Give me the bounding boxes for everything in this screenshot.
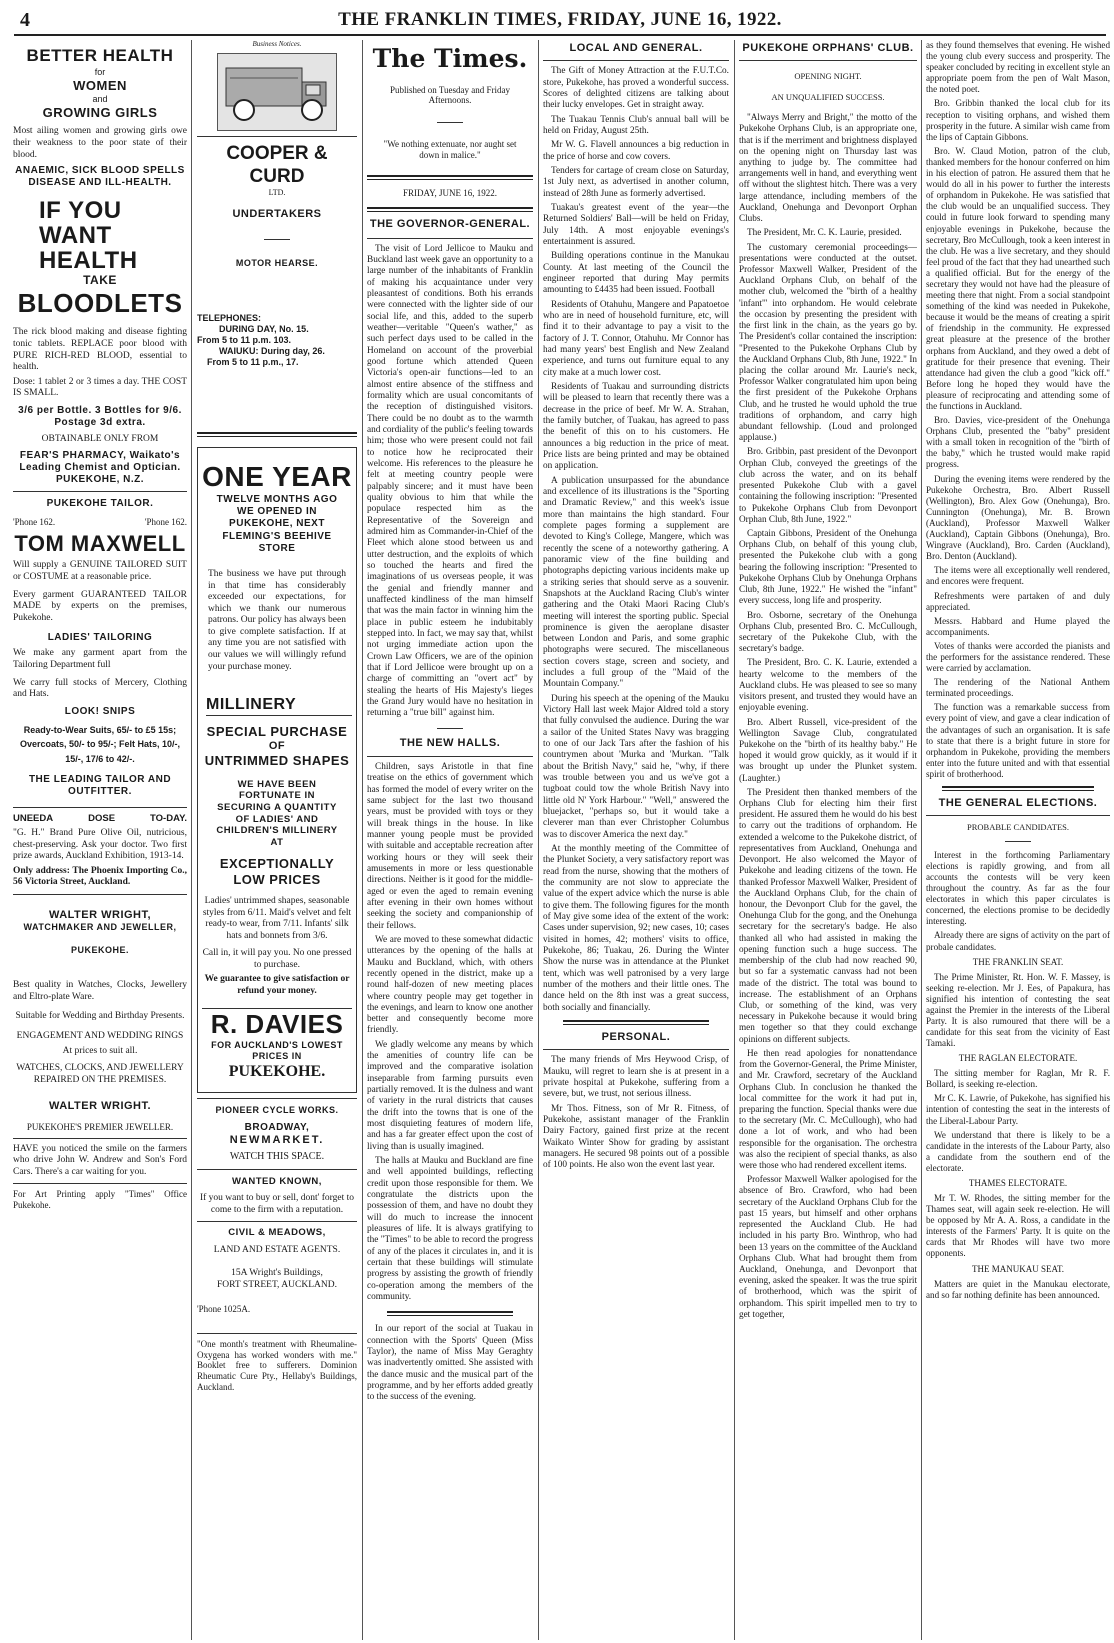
article-paragraph: Mr T. W. Rhodes, the sitting member for the Thames seat, will again seek re-election. He will be opposed by Mr A. A. Ross, a candidate in the interests of the Farmers' Party. It is quite on the cards that Mr Rhodes will have two more opponents. (926, 1193, 1110, 1259)
ad-text: From 5 to 11 p.m., 17. (207, 356, 299, 367)
ad-text: Every garment GUARANTEED TAILOR MADE by experts on the premises, Pukekohe. (13, 589, 187, 623)
ad-text: LTD. (268, 187, 286, 197)
dateline: FRIDAY, JUNE 16, 1922. (402, 188, 498, 199)
article-paragraph: Bro. Davies, vice-president of the Onehunga Orphans Club, presented the "baby" president with a small token in recognition of the "birth of the baby," which he trusted would make rapid progress. (926, 415, 1110, 470)
article-paragraph: Bro. Osborne, secretary of the Onehunga Orphans Club, presented Bro. C. McCullough, secretary of the Pukekohe Club, with the secretary's badge. (739, 609, 917, 654)
article-paragraph: Children, says Aristotle in that fine treatise on the ethics of government which has formed the model of every writer on the same subject for the last two thousand years, must be provided with toys or they will break things in the house. In like manner young people must be provided with suitable and acceptable recreation after working hours or they will seek their amusements in more or less questionable directions. Neither is it good for the middle-aged or even the aged to remain evening after evening in their own homes without seeking the society and companionship of their fellows. (367, 761, 533, 931)
article-paragraph: The items were all exceptionally well rendered, and encores were frequent. (926, 565, 1110, 587)
ad-text: FORT STREET, AUCKLAND. (217, 1279, 337, 1290)
divider (543, 1049, 729, 1050)
motor-hearse-image (217, 53, 337, 131)
ad-heading: WALTER WRIGHT. (48, 1100, 152, 1113)
ad-text: Ladies' untrimmed shapes, seasonable styles from 6/11. Maid's velvet and felt ready-to wear, from 7/11. Infants' silk hats and bonnets from 3/6. (202, 895, 352, 941)
ad-text: From 5 to 11 p.m. 103. (197, 334, 292, 345)
ad-text: Call in, it will pay you. No one pressed to purchase. (202, 948, 352, 970)
ad-heading: UNTRIMMED SHAPES (204, 752, 350, 768)
tom-maxwell-heading: TOM MAXWELL (14, 530, 186, 556)
divider (197, 136, 357, 137)
divider (13, 1138, 187, 1139)
ad-text: 'Phone 162. (13, 516, 56, 527)
article-paragraph: Votes of thanks were accorded the pianists and the performers for the assistance rendered. These were carried by acclamation. (926, 640, 1110, 674)
hearse-illustration-icon (218, 54, 336, 130)
news-paragraph: Mr W. G. Flavell announces a big reduction in the price of horse and cow covers. (543, 140, 729, 162)
subheading: THE RAGLAN ELECTORATE. (958, 1053, 1078, 1064)
subheading: THE MANUKAU SEAT. (971, 1263, 1065, 1274)
article-paragraph: The President, Bro. C. K. Laurie, extended a hearty welcome to the members of the Auckland clubs. He was pleased to see so many visitors present, and trusted they would have an enjoyable evening. (739, 657, 917, 713)
article-paragraph: The President, Mr. C. K. Laurie, presided. (747, 227, 902, 238)
divider (563, 1020, 709, 1025)
ad-text: WATCHES, CLOCKS, AND JEWELLERY REPAIRED ON THE PREMISES. (16, 1063, 184, 1085)
ad-text: WATCH THIS SPACE. (229, 1151, 325, 1163)
divider (739, 60, 917, 61)
divider (13, 894, 187, 895)
publication-schedule: Published on Tuesday and Friday Afternoons. (389, 84, 510, 106)
page-number: 4 (20, 9, 30, 31)
motto: "We nothing extenuate, nor aught set down in malice." (383, 139, 517, 161)
better-health-heading: BETTER HEALTH (26, 46, 174, 65)
article-paragraph: Bro. Gribbin, past president of the Devonport Orphan Club, conveyed the greetings of the club across the water, and on its behalf presented Pukekohe Club with a gavel containing the following inscription: "Presented to Pukekohe Orphans Club from Devonport Orphan Club, 8th June, 1922." (739, 446, 917, 524)
personal-heading: PERSONAL. (601, 1030, 671, 1043)
ad-text: FEAR'S PHARMACY, Waikato's Leading Chemist and Optician. (19, 449, 181, 474)
news-paragraph: Tenders for cartage of cream close on Saturday, 1st July next, as advertised in another column, instead of 28th June as formerly advertised. (543, 166, 729, 199)
divider (367, 207, 533, 212)
ad-text: At prices to suit all. (62, 1045, 138, 1056)
ad-text: For Art Printing apply "Times" Office Pukekohe. (13, 1189, 187, 1211)
ad-text: for (94, 66, 106, 77)
ad-text: TELEPHONES: (197, 313, 262, 323)
ad-heading: SPECIAL PURCHASE (206, 723, 348, 739)
column-divider (734, 40, 735, 1640)
article-paragraph: Mr C. K. Lawrie, of Pukekohe, has signified his intention of contesting the seat in the interests of the Liberal-Labour Party. (926, 1093, 1110, 1126)
article-paragraph: Captain Gibbons, President of the Onehunga Orphans Club, on behalf of this young club, presented the Pukekohe club with a gong bearing the following inscription: "Presented to Pukekohe Orphans Club by Onehunga Orphans Club, 8th June, 1922." He wished the "infant" every success, long life and prosperity. (739, 528, 917, 606)
news-paragraph: A publication unsurpassed for the abundance and excellence of its illustrations is the "Sporting and Dramatic Review," and this week's issue more than maintains the high standard. Four complete pages forming a supplement are devoted to King's College, Mangere, which was recently the scene of a noteworthy gathering. A panoramic view of the fine building and photographs depicting various incidents make up a striking series that should serve as a souvenir. Snapshots at the Auckland Racing Club's winter gathering and the Otaki Maori Racing Club's meeting will interest the sporting public. Special prominence is given the aeroplane disaster between London and Paris, and some graphic photographs were secured. The miscellaneous section covers stage, screen and society, and includes a full group of the "Maid of the Mountain Company." (543, 475, 729, 690)
divider (13, 491, 187, 492)
ad-text: The rick blood making and disease fighting tonic tablets. REPLACE poor blood with PURE RICH-RED BLOOD, essential to health. (13, 327, 187, 373)
divider (13, 807, 187, 808)
article-paragraph: The customary ceremonial proceedings—presentations were conducted at the outset. Professor Maxwell Walker, President of the Auckland Orphans Club, on behalf of the mother club, welcomed the "birth of a healthy 'infant'" into orphandom. He would celebrate the occasion by presenting the president with the first link in the chain, as the years go by. The President's collar contained the inscription: "Presented to the Pukekohe Orphans Club by the Auckland Orphans Club, 8th June, 1922." In placing the collar around Mr. Laurie's neck, Professor Walker congratulated him upon being the first president of the Pukekohe Orphans Club, and he trusted he would uphold the true traditions of orphandom, and carry high abundant fellowship. (Loud and prolonged applause.) (739, 241, 917, 443)
cooper-curd-heading: COOPER & CURD (226, 142, 328, 187)
divider (367, 238, 533, 239)
divider (543, 60, 729, 61)
ad-text: PUKEKOHE'S PREMIER JEWELLER. (26, 1121, 174, 1132)
article-paragraph: In our report of the social at Tuakau in connection with the Sports' Queen (Miss Taylor), the name of Miss May Geraghty was inadvertently omitted. She assisted with the dance music and the musical part of the programme, and by her efforts added greatly to the success of the evening. (367, 1324, 533, 1403)
divider (437, 122, 463, 123)
news-paragraph: At the monthly meeting of the Committee of the Plunket Society, a very satisfactory report was read from the nurse, showing that the mothers of the community are not slow to appreciate the value of the expert advice which the nurse is able to give them. The following figures for the month of May give some idea of the extent of the work: Cases under supervision, 92; new cases, 10; cases visited in homes, 42; mothers' visits to office, Pukekohe, 86; Tuakau, 26. During the Winter Show the nurse was in attendance at the Plunket tent, which was well patronised by a very large number of the mothers and their little ones. The dance held on the 8th inst was a great success, both socially and financially. (543, 844, 729, 1013)
article-paragraph: Messrs. Habbard and Hume played the accompaniments. (926, 615, 1110, 637)
ad-text: Suitable for Wedding and Birthday Presents. (15, 1011, 185, 1022)
ad-heading: MILLINERY (206, 695, 352, 716)
ad-heading: CIVIL & MEADOWS, (228, 1227, 326, 1239)
orphans-club-heading: PUKEKOHE ORPHANS' CLUB. (742, 42, 914, 54)
ad-heading: THE LEADING TAILOR AND OUTFITTER. (28, 774, 172, 798)
ad-heading: LADIES' TAILORING (47, 632, 153, 644)
ad-text: WOMEN (73, 77, 127, 93)
news-paragraph: The Gift of Money Attraction at the F.U.T.Co. store, Pukekohe, has proved a wonderful success. Scores of delighted citizens are talking about their lucky envelopes. Get in straight away. (543, 66, 729, 111)
ad-text: BROADWAY, (244, 1121, 310, 1133)
ad-text: WATCHMAKER AND JEWELLER, (23, 922, 177, 933)
ad-text: We carry full stocks of Mercery, Clothing and Hats. (13, 677, 187, 700)
article-paragraph: Bro. Albert Russell, vice-president of the Wellington Savage Club, congratulated Pukekohe on the "birth of its healthy baby." He hoped it would grow quickly, as it would if it was brought up under the Plunket system. (Laughter.) (739, 716, 917, 783)
ad-heading: MOTOR HEARSE. (235, 258, 319, 269)
subheading: OPENING NIGHT. (794, 71, 862, 82)
ad-price: Ready-to-Wear Suits, 65/- to £5 15s; Overcoats, 50/- to 95/-; Felt Hats, 10/-, 15/-, 17/6 to 42/-. (19, 724, 181, 764)
ad-price: 3/6 per Bottle. 3 Bottles for 9/6. Postage 3d extra. (18, 404, 182, 429)
advert-column-1 (10, 40, 190, 1640)
article-paragraph: The President then thanked members of the Orphans Club for electing him their first president. He assured them he would do his best to carry out the traditions of orphandom. He extended a welcome to the Pukekohe district, of representatives from Auckland, Onehunga and Devonport. He also welcomed the Mayor of Pukekohe and leading citizens of the town. He thanked Professor Maxwell Walker, President of the Auckland Orphans Club, for the chain of honour, the Devonport Club for the gavel, the Onehunga Club for the gong, and the Onehunga secretary for the secretary's badge. He also thanked all who had assisted in making the opening function such a huge success. The membership of the club had now reached 90, but so far a systematic canvass had not been made of the district. The total was bound to increase. The establishment of an Orphans Club, or something of the kind, was very necessary in Pukekohe because it would bring men together so that they could exchange opinions on different subjects. (739, 786, 917, 1044)
section-label: Business Notices. (252, 40, 302, 48)
davies-advert (197, 447, 357, 1093)
ad-text: If you want to buy or sell, dont' forget to come to the firm with a reputation. (199, 1193, 355, 1215)
article-paragraph: The sitting member for Raglan, Mr R. F. Bollard, is seeking re-election. (926, 1068, 1110, 1090)
article-paragraph: Professor Maxwell Walker apologised for the absence of Bro. Crawford, who had been secretary of the Auckland Orphans Club for the past 15 years, but himself and other orphans represented the Auckland Club. He had included in his party Bro. Winthrop, who had been 13 years on the committee of the Auckland Orphans Club. What had brought them from Auckland, Onehunga, and Devonport that evening, asked the speaker. It was the true spirit of brotherhood, which was the spirit of orphandom. This spirit impelled men to try to get together, (739, 1174, 917, 1319)
column-divider (191, 40, 192, 1640)
article-paragraph: as they found themselves that evening. He wished the young club every success and prosperity. The speaker concluded by reciting in excellent style an appropriate poem from the pen of Walt Mason, the noted poet. (926, 40, 1110, 95)
ad-text: 'Phone 1025A. (197, 1303, 251, 1314)
news-paragraph: Residents of Tuakau and surrounding districts will be pleased to learn that recently there was a decrease in the price of beef. Mr W. A. Strahan, the family butcher, of Tuakau, has agreed to pass the benefit of this on to his customers. He announces a big reduction in the price of meat. Price lists are being printed and may be obtained on application. (543, 381, 729, 472)
divider (197, 1098, 357, 1099)
divider (13, 1183, 187, 1184)
column-divider (538, 40, 539, 1640)
ad-text: PUKEKOHE, N.Z. (55, 474, 145, 486)
article-paragraph: We understand that there is likely to be a candidate in the interests of the Labour Party, also a candidate from the southern end of the electorate. (926, 1129, 1110, 1173)
ad-text: We guarantee to give satisfaction or refund your money. (204, 974, 350, 997)
divider (387, 1311, 513, 1316)
news-paragraph: Building operations continue in the Manukau County. At last meeting of the Council the engineer reported that during May permits amounting to £4435 had been issued. Football (543, 251, 729, 296)
ad-text: WE HAVE BEEN FORTUNATE IN SECURING A QUANTITY OF LADIES' AND CHILDREN'S MILLINERY AT (216, 778, 338, 848)
ad-text: "One month's treatment with Rheumaline-Oxygena has worked wonders with me." Booklet free to sufferers. Dominion Rheumatic Cure Pty., Hellaby's Buildings, Auckland. (197, 1338, 357, 1393)
ad-text: TWELVE MONTHS AGO WE OPENED IN PUKEKOHE, NEXT FLEMING'S BEEHIVE STORE (216, 494, 338, 554)
article-paragraph: The Prime Minister, Rt. Hon. W. F. Massey, is seeking re-election. Mr J. Ees, of Papakura, has signified his intention of contesting the seat against the Premier in the interests of the Liberal Party. It is also rumoured that there will be a candidate for this seat from the vicinity of East Tamaki. (926, 971, 1110, 1049)
ad-text: UNEEDA (13, 812, 54, 824)
article-paragraph: We gladly welcome any means by which the amenities of country life can be improved and the comparative isolation inseparable from farming pursuits even partially removed. It is the dulness and want of variety in the rural districts that causes the drift into the towns that is one of the most disquieting features of modern life, and has a far greater effect upon the cost of living than is usually imagined. (367, 1039, 533, 1152)
new-halls-heading: THE NEW HALLS. (399, 736, 501, 749)
article-paragraph: During the evening items were rendered by the Pukekohe Orchestra, Bro. Albert Russell (Wellington), Bro. Alex Gow (Onehunga), Bro. Cunnington (Onehunga), Mr. B. Brown (Auckland), Professor Maxwell Walker (Auckland), Captain Gibbons (Onehunga), Bro. Wingrave (Auckland), Bro. Carden (Auckland), Bro. Denton (Auckland). (926, 473, 1110, 562)
one-year-heading: ONE YEAR (202, 460, 352, 492)
ad-text: 15A Wright's Buildings, (231, 1268, 323, 1279)
ad-text: Most ailing women and growing girls owe their weakness to the poor state of their blood. (13, 126, 187, 160)
governor-general-heading: THE GOVERNOR-GENERAL. (369, 218, 531, 231)
column-divider (921, 40, 922, 1640)
column-divider (362, 40, 363, 1640)
ad-heading: WANTED KNOWN, (232, 1175, 322, 1187)
news-paragraph: Residents of Otahuhu, Mangere and Papatoetoe who are in need of household furniture, etc, will find it to their advantage to pay a visit to the factory of J. T. Connor, Otahuhu. Mr Connor has had many years' best English and New Zealand experience, and turns out furniture equal to any city make at a much lower cost. (543, 299, 729, 378)
orphans-club-column (736, 40, 920, 1640)
article-paragraph: We are moved to these somewhat didactic utterances by the opening of the halls at Mauku and Buckland, which, with others recently opened in the district, make up a round half-dozen of new meeting places where country people may get together in the evenings, and learn to know one another better and consequently become more friendly. (367, 934, 533, 1036)
ad-heading: WALTER WRIGHT, (48, 908, 152, 921)
phone-row (13, 517, 187, 528)
divider (197, 432, 357, 437)
divider (1005, 841, 1031, 842)
uneeda-row (13, 813, 187, 825)
ad-headline: IF YOU (39, 196, 122, 224)
ad-text: ANAEMIC, SICK BLOOD SPELLS DISEASE AND ILL-HEALTH. (15, 165, 185, 189)
ad-heading: UNDERTAKERS (232, 207, 322, 220)
divider (367, 175, 533, 180)
ad-text: TO-DAY. (150, 812, 187, 824)
ad-text: ENGAGEMENT AND WEDDING RINGS (16, 1031, 184, 1042)
ad-text: TAKE (83, 273, 117, 288)
article-paragraph: The halls at Mauku and Buckland are fine and well appointed buildings, reflecting credit upon those responsible for them. We congratulate the districts upon the possession of them, and have no doubt they will do much to increase the innocent pleasures of life. It is always gratifying to the "Times" to be able to record the progress of any of the places it circulates in, and it is certain that these buildings will stimulate progress by assisting the growth of friendly co-operation among the members of the community. (367, 1156, 533, 1303)
ad-text: OF (268, 739, 286, 752)
ad-text: Will supply a GENUINE TAILORED SUIT or COSTUME at a reasonable price. (13, 560, 187, 582)
divider (197, 1221, 357, 1222)
ad-text: FOR AUCKLAND'S LOWEST PRICES IN (211, 1040, 343, 1062)
ad-heading: LOOK! SNIPS (64, 705, 136, 717)
business-notices-column (194, 40, 360, 1640)
ad-text: and (92, 93, 108, 104)
ad-text: "G. H." Brand Pure Olive Oil, nutricious, chest-preserving. Ask your doctor. Two first prize awards, Auckland Exhibition, 1913-14. (13, 828, 187, 862)
article-paragraph: Interest in the forthcoming Parliamentary elections is rapidly growing, and from all accounts the contests will be very keen throughout the country. As far as the four electorates in which this paper circulates is concerned, the elections promise to be decidedly interesting. (926, 849, 1110, 927)
news-paragraph: During his speech at the opening of the Mauku Victory Hall last week Major Aldred told a story that fully convulsed the audience. During the war a sailor of the United States Navy was bragging to one of our Jack Tars after the fashion of his countrymen about 'Murka and 'Murkan. "Talk about the British Navy," said he, "why, if there was trouble between you and us we've got a tugboat could tow the whole British Navy into little old N' York Harbour." "Well," answered the bluejacket, "perhaps so, but it would take a cleverer man than ever Christopher Columbus was to discover America the next day." (543, 693, 729, 840)
article-paragraph: The visit of Lord Jellicoe to Mauku and Buckland last week gave an opportunity to a large number of the inhabitants of Franklin of making his acquaintance under very pleasantest of conditions. Both his errands were connected with the lighter side of our social life, and this, added to the superb weather—veritable "Queen's wather," as such perfect days used to be called in the Homeland on account of the proverbial good fortune which attended Queen Victoria's open-air functions—led to an almost entire absence of the stiffness and formality which are usual concomitants of the reception of distinguished visitors. There could be no doubt as to the warmth and cordiality of the public's feeling towards him; those who were present could not fail to notice how he reciprocated their welcome. His references to the pleasure he felt at meeting country people were palpably sincere; and it must have been quality obvious to him that while the populace respected him as the Representative of the Sovereign and admired him as Commander-in-Chief of the Fleet which alone stood between us and utter destruction, and the exploits of which so touched the hearts and fired the imaginations of us overseas people, it was the genial and friendly manner and unaffected kindliness of the man himself that was the main factor in winning him the place in public esteem he indubitably stepped into. In fact, we may say that, whilst not urging immediate action upon the Crown Law Officers, we are of the opinion that if Lord Jellicoe were brought up on a charge of committing an "overt act" by stealing the hearts of His Majesty's lieges the Grand Jury would have no hesitation in returning a "true bill" against him. (367, 243, 534, 719)
ad-text: Best quality in Watches, Clocks, Jewellery and Eltro-plate Ware. (13, 980, 187, 1002)
ad-text: Only address: The Phoenix Importing Co., 56 Victoria Street, Auckland. (13, 865, 187, 888)
article-paragraph: Refreshments were partaken of and duly appreciated. (926, 590, 1110, 612)
article-paragraph: Bro. Gribbin thanked the local club for its reception to visiting orphans, and wished them prosperity in the future. A similar wish came from the lips of Captain Gibbons. (926, 98, 1110, 142)
the-times-title: The Times. (372, 44, 528, 73)
ad-text: LAND AND ESTATE AGENTS. (213, 1244, 341, 1255)
newspaper-title: THE FRANKLIN TIMES, FRIDAY, JUNE 16, 1922. (338, 9, 782, 30)
ad-text: PUKEKOHE. (70, 945, 129, 956)
divider (264, 239, 290, 240)
article-paragraph: The function was a remarkable success from every point of view, and gave a clear indication of the advantages of such an organisation. It is safe to state that there is a bright future in store for orphandom in Pukekohe, providing the members enter into the future united and with that essential spirit of brotherhood. (926, 702, 1110, 779)
local-general-heading: LOCAL AND GENERAL. (569, 42, 703, 54)
elections-column (923, 40, 1113, 1640)
ad-text: NEWMARKET. (229, 1133, 325, 1146)
bloodlets-heading: BLOODLETS (17, 287, 183, 318)
subheading: THE FRANKLIN SEAT. (972, 956, 1064, 967)
divider (197, 1169, 357, 1170)
ad-text: OBTAINABLE ONLY FROM (41, 434, 159, 445)
ad-headline: WANT (39, 221, 112, 249)
divider (926, 815, 1110, 816)
subheading: PROBABLE CANDIDATES. (966, 822, 1069, 833)
ad-text: HAVE you noticed the smile on the farmers who drive John W. Andrew and Son's Ford Cars. There's a car waiting for you. (13, 1143, 187, 1177)
ad-text: We make any garment apart from the Tailoring Department full (13, 648, 187, 671)
subheading: AN UNQUALIFIED SUCCESS. (771, 91, 885, 102)
news-paragraph: Mr Thos. Fitness, son of Mr R. Fitness, of Pukekohe, assistant manager of the Franklin Dairy Factory, gained first prize at the recent Waikato Winter Show for grading by assistant managers. He secured 98 points out of a possible of 100 points. He also won the event last year. (543, 1103, 729, 1171)
ad-heading: PIONEER CYCLE WORKS. (215, 1104, 339, 1115)
news-paragraph: The Tuakau Tennis Club's annual ball will be held on Friday, August 25th. (543, 114, 729, 137)
article-paragraph: He then read apologies for nonattendance from the Governor-General, the Prime Minister, and Mr. Crawford, secretary of the Auckland Orphans Club. In conclusion he thanked the local committee for the work it had put in, preparing the function. Special thanks were due to the secretary (Mr. C. McCullough), who had done a lot of work, and who had been responsible for the organisation. The orchestra was also the recipient of special thanks, as also were those who had rendered excellent items. (739, 1047, 917, 1171)
ad-text: GROWING GIRLS (42, 104, 158, 120)
article-paragraph: The rendering of the National Anthem terminated proceedings. (926, 677, 1110, 699)
ad-text: 'Phone 162. (144, 516, 187, 527)
news-paragraph: The many friends of Mrs Heywood Crisp, of Mauku, will regret to learn she is at present in a private hospital at Pukekohe, suffering from a severe, but, we trust, not serious illness. (543, 1055, 729, 1100)
ad-text: The business we have put through in that time has considerably exceeded our expectations, for which we thank our numerous patrons. Our policy has always been to give complete satisfaction. If at any time you are not satisfied with our values we will willingly refund your purchase money. (208, 568, 346, 672)
subheading: THAMES ELECTORATE. (968, 1178, 1068, 1189)
ad-heading: PUKEKOHE. (228, 1063, 326, 1081)
local-general-column (540, 40, 732, 1640)
news-paragraph: Tuakau's greatest event of the year—the Returned Soldiers' Ball—will be held on Friday, July 14th. A most enjoyable evenings's entertainment is assured. (543, 203, 729, 247)
divider (197, 1333, 357, 1334)
divider (437, 728, 463, 729)
article-paragraph: Already there are signs of activity on the part of probale candidates. (926, 930, 1110, 952)
ad-text: WAIUKU: During day, 26. (219, 345, 325, 356)
ad-text: DOSE (88, 812, 116, 824)
divider (367, 756, 533, 757)
article-paragraph: Matters are quiet in the Manukau electorate, and so far nothing definite has been announced. (926, 1278, 1110, 1300)
ad-text: Dose: 1 tablet 2 or 3 times a day. THE COST IS SMALL. (13, 376, 187, 399)
article-paragraph: Bro. W. Claud Motion, patron of the club, thanked members for the honour conferred on him in his election of patron. He assured them that he would do all in his power to further the interests of orphandom in Pukekohe. He was satisfied that the club would be an unqualified success. They could in future look forward to spending many enjoyable evenings in Pukekohe, because the secretary, Bro McCullough, took a keen interest in the club. He was a live secretary, and they should feel proud of the fact that they had unearthed such a qualified official. But for the energy of the secretary they would not have had the pleasure of meeting there that night. From a social standpoint something of the kind was needed in Pukekohe, because it would be the means of creating a spirit of friendship in the community. He expressed great pleasure at the presence of the brother orphans from Auckland, and they owed a debt of gratitude for their presence that evening. Their attendance had given the club a good "kick off." Before long he hoped they would have the pleasure of reciprocating and attending some of the functions in Auckland. (926, 145, 1110, 411)
ad-text: DURING DAY, No. 15. (219, 323, 309, 334)
ad-headline: HEALTH (39, 246, 138, 274)
ad-heading: EXCEPTIONALLY LOW PRICES (219, 856, 335, 888)
masthead (14, 6, 1106, 36)
general-elections-heading: THE GENERAL ELECTIONS. (938, 797, 1098, 809)
ad-heading: PUKEKOHE TAILOR. (46, 498, 154, 510)
editorial-column (364, 40, 536, 1640)
divider (942, 786, 1094, 791)
davies-heading: R. DAVIES (202, 1008, 352, 1041)
article-paragraph: "Always Merry and Bright," the motto of the Pukekohe Orphans Club, is an appropriate one, that is if the merriment and brightness displayed on the opening night on Thursday last was anything to judge by. The committee had arrangements well in hand, and everything went off without the slightest hitch. There was a very large attendance, including members of the Auckland, Onehunga and Devonport Orphan Clubs. (739, 112, 917, 224)
